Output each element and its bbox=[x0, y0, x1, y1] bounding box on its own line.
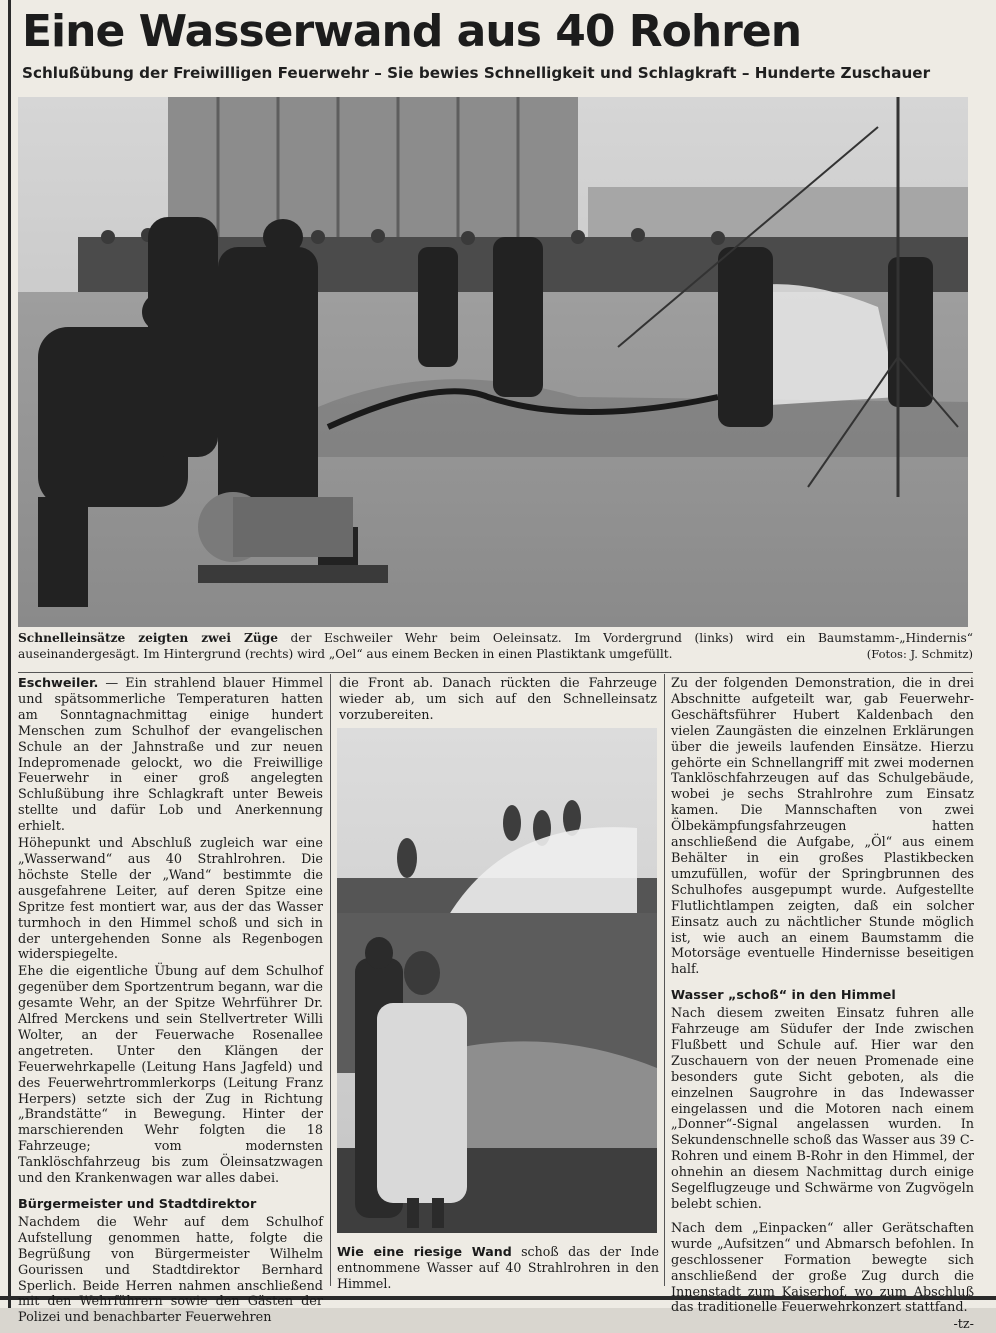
main-photo-caption bbox=[18, 630, 973, 662]
paragraph-text: — Ein strahlend blauer Himmel und spätsommerliche Temperaturen hatten am Sonntagnachmittag einige hundert Menschen zum Schulhof der evangelischen Schule an der Jahnstraße und zur neuen Indepromenade gelockt, wo die Freiwillige Feuerwehr in einer groß angelegten Schlußübung ihre Schlagkraft unter Beweis stellte und dafür Lob und Anerkennung erhielt. bbox=[18, 676, 323, 835]
main-photo-caption-text: der Eschweiler Wehr beim Oeleinsatz. Im Vordergrund (links) wird ein Baumstamm-„Hindernis“ auseinandergesägt. Im Hintergrund (rechts) wird „Oel“ aus einem Becken in einen Plastiktank umgefüllt. bbox=[18, 631, 973, 661]
paragraph: Nachdem die Wehr auf dem Schulhof Aufstellung genommen hatte, folgte die Begrüßung von Bürgermeister Wilhelm Gourissen und Stadtdirektor Bernhard Sperlich. Beide Herren nahmen anschließend mit den Wehrführern sowie den Gästen der Polizei und benachbarter Feuerwehren bbox=[18, 1214, 323, 1326]
column-divider-1 bbox=[330, 674, 331, 1286]
article-column-3 bbox=[671, 676, 974, 1333]
main-photo-caption-lead: Schnelleinsätze zeigten zwei Züge bbox=[18, 631, 278, 645]
second-photo-caption-lead: Wie eine riesige Wand bbox=[337, 1244, 512, 1259]
second-photo-caption-text: schoß das der Inde entnommene Wasser auf 40 Strahlrohren in den Himmel. bbox=[337, 1244, 659, 1291]
section-heading: Bürgermeister und Stadtdirektor bbox=[18, 1197, 257, 1212]
photo-credit: (Fotos: J. Schmitz) bbox=[866, 647, 973, 661]
paragraph: die Front ab. Danach rückten die Fahrzeuge wieder ab, um sich auf den Schnelleinsatz vorzubereiten. bbox=[339, 676, 657, 723]
author-signature: -tz- bbox=[953, 1317, 974, 1333]
paragraph: Nach diesem zweiten Einsatz fuhren alle Fahrzeuge am Südufer der Inde zwischen Flußbett und Schule auf. Hier war den Zuschauern von der neuen Promenade eine besonders gute Sicht geboten, als die einzelnen Saugrohre in das Indewasser eingelassen und die Motoren nach einem „Donner“-Signal angelassen wurden. In Sekundenschnelle schoß das Wasser aus 39 C-Rohren und einem B-Rohr in den Himmel, der ohnehin an diesem Nachmittag durch einige Segelflugzeuge und Schwärme von Zugvögeln belebt schien. bbox=[671, 1006, 974, 1212]
paragraph: Nach dem „Einpacken“ aller Gerätschaften wurde „Aufsitzen“ und Abmarsch befohlen. In geschlossener Formation bewegte sich anschließend der große Zug durch die Innenstadt zum Kaiserhof, wo zum Abschluß das traditionelle Feuerwehrkonzert stattfand. bbox=[671, 1220, 974, 1316]
headline: Eine Wasserwand aus 40 Rohren bbox=[22, 6, 802, 57]
paragraph: Höhepunkt und Abschluß zugleich war eine „Wasserwand“ aus 40 Strahlrohren. Die höchste Stelle der „Wand“ bestimmte die ausgefahrene Leiter, auf deren Spitze eine Spritze fest montiert war, aus der das Wasser turmhoch in den Himmel schoß und sich in der untergehenden Sonne als Regenbogen widerspiegelte. bbox=[18, 836, 323, 963]
paragraph: Zu der folgenden Demonstration, die in drei Abschnitte aufgeteilt war, gab Feuerwehr-Geschäftsführer Hubert Kaldenbach den vielen Zaungästen die einzelnen Erklärungen über die jeweils laufenden Einsätze. Hierzu gehörte ein Schnellangriff mit zwei modernen Tanklöschfahrzeugen auf das Schulgebäude, wobei je sechs Strahlrohre zum Einsatz kamen. Die Mannschaften von zwei Ölbekämpfungsfahrzeugen hatten anschließend die Aufgabe, „Öl“ aus einem Behälter in ein großes Plastikbecken umzufüllen, wofür der Springbrunnen des Schulhofes ausgepumpt wurde. Aufgestellte Flutlichtlampen zeigten, daß ein solcher Einsatz auch zu nächtlicher Stunde möglich ist, wie auch an einem Baumstamm die Motorsäge eventuelle Hindernisse beseitigen half. bbox=[671, 676, 974, 978]
section-heading: Wasser „schoß“ in den Himmel bbox=[671, 988, 896, 1004]
left-border-line bbox=[8, 0, 11, 1308]
subheadline: Schlußübung der Freiwilligen Feuerwehr – Sie bewies Schnelligkeit und Schlagkraft – Hunderte Zuschauer bbox=[22, 64, 931, 82]
second-photo-caption bbox=[337, 1244, 659, 1291]
article-column-1 bbox=[18, 676, 323, 1326]
main-photo bbox=[18, 97, 968, 627]
column-divider-2 bbox=[664, 674, 665, 1286]
paragraph bbox=[18, 676, 323, 835]
article-column-2 bbox=[339, 676, 657, 724]
caption-rule bbox=[18, 672, 973, 673]
paragraph: Ehe die eigentliche Übung auf dem Schulhof gegenüber dem Sportzentrum begann, war die gesamte Wehr, an der Spitze Wehrführer Dr. Alfred Merckens und sein Stellvertreter Willi Wolter, an der Feuerwache Rosenallee angetreten. Unter den Klängen der Feuerwehrkapelle (Leitung Hans Jagfeld) und des Feuerwehrtrommlerkorps (Leitung Franz Herpers) setzte sich der Zug in Richtung „Brandstätte“ in Bewegung. Hinter der marschierenden Wehr folgten die 18 Fahrzeuge; vom modernsten Tanklöschfahrzeug bis zum Öleinsatzwagen und den Krankenwagen war alles dabei. bbox=[18, 964, 323, 1187]
dateline: Eschweiler. bbox=[18, 676, 99, 691]
second-photo bbox=[337, 728, 657, 1233]
main-photo-illustration bbox=[18, 97, 968, 627]
second-photo-illustration bbox=[337, 728, 657, 1233]
